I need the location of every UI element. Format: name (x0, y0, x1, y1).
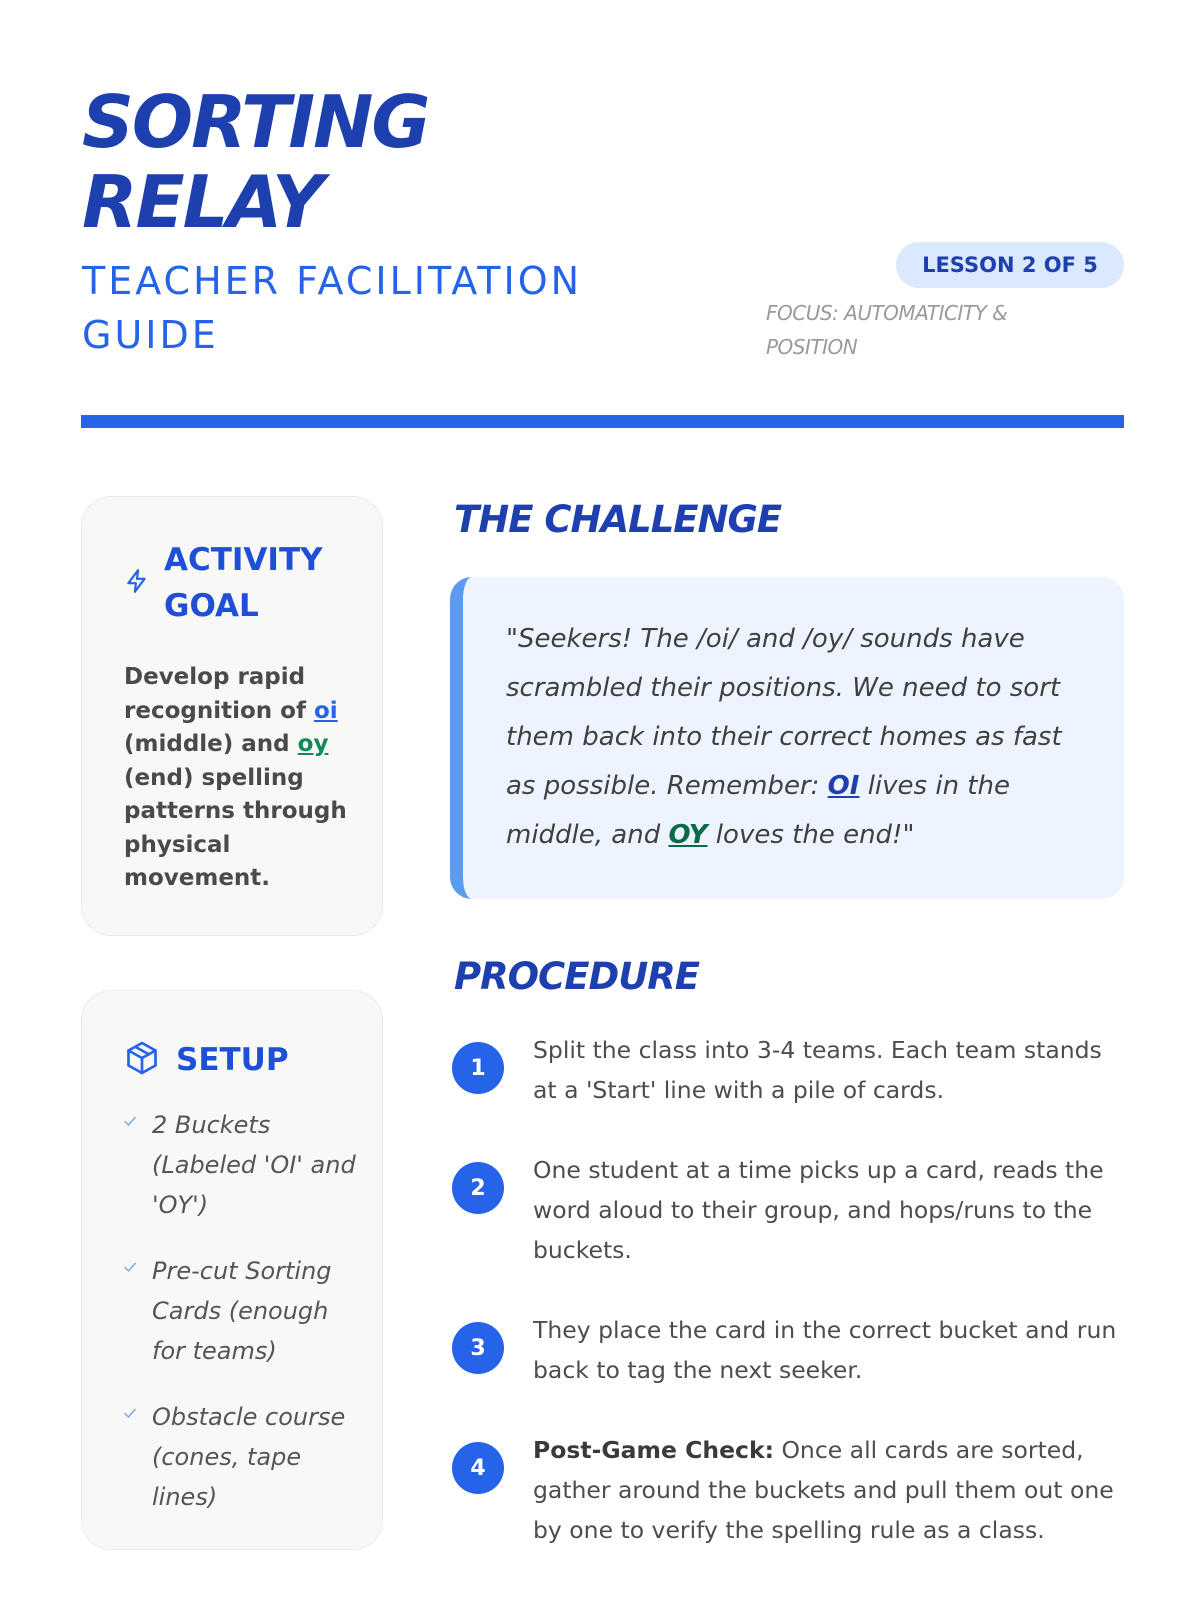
step-body: One student at a time picks up a card, reads the word aloud to their group, and hops/runs to the buckets. (533, 1156, 1104, 1264)
procedure-step-2 (452, 1150, 1124, 1270)
title-line-1: SORTING (82, 80, 429, 164)
challenge-quote (506, 615, 1091, 860)
step-number-badge: 1 (452, 1042, 504, 1094)
step-body: Split the class into 3-4 teams. Each team stands at a 'Start' line with a pile of cards. (533, 1036, 1102, 1104)
activity-goal-card (81, 496, 383, 936)
challenge-quote-box (450, 577, 1124, 899)
check-icon (122, 1397, 152, 1425)
step-text (533, 1150, 1124, 1270)
procedure-steps (452, 1030, 1124, 1550)
step-text (533, 1310, 1124, 1390)
quote-text-part: loves the end!" (707, 820, 915, 850)
activity-goal-title-line-1: ACTIVITY (164, 542, 323, 578)
step-number-badge: 4 (452, 1442, 504, 1494)
check-icon (122, 1105, 152, 1133)
step-bold-label: Post-Game Check: (533, 1436, 774, 1464)
procedure-step-3 (452, 1310, 1124, 1390)
setup-header (124, 1037, 289, 1083)
step-text (533, 1030, 1124, 1110)
activity-goal-title (164, 537, 323, 629)
check-icon (122, 1251, 152, 1279)
list-item (122, 1105, 362, 1225)
goal-text-part: (end) spelling patterns through physical movement. (124, 764, 347, 891)
procedure-step-4 (452, 1430, 1124, 1550)
goal-text-part: (middle) and (124, 731, 298, 757)
quote-oy-highlight: OY (668, 820, 708, 850)
list-item (122, 1397, 362, 1517)
quote-text-part: "Seekers! The /oi/ and /oy/ sounds have scrambled their positions. We need to sort them back into their correct homes as fast as possible. Remember: (506, 624, 1062, 801)
setup-title: SETUP (176, 1042, 289, 1078)
step-number-badge: 3 (452, 1322, 504, 1374)
step-number-badge: 2 (452, 1162, 504, 1214)
step-text (533, 1430, 1124, 1550)
box-icon (124, 1040, 176, 1080)
page-title (82, 82, 702, 242)
setup-item-text: 2 Buckets (Labeled 'OI' and 'OY') (152, 1111, 356, 1219)
lightning-icon (124, 568, 164, 598)
goal-text-part: Develop rapid recognition of (124, 664, 314, 724)
procedure-step-1 (452, 1030, 1124, 1110)
quote-text-part: lives in the middle, and (506, 771, 1010, 850)
oi-highlight: oi (313, 697, 338, 724)
setup-card (81, 990, 383, 1550)
activity-goal-text (124, 661, 354, 896)
oy-highlight: oy (297, 731, 329, 757)
list-item (122, 1251, 362, 1371)
quote-oi-highlight: OI (827, 771, 860, 801)
setup-list (122, 1105, 362, 1543)
step-body: Once all cards are sorted, gather around the buckets and pull them out one by one to verify the spelling rule as a class. (533, 1436, 1114, 1544)
lesson-badge: LESSON 2 OF 5 (896, 242, 1124, 288)
setup-item-text: Obstacle course (cones, tape lines) (152, 1403, 346, 1511)
step-body: They place the card in the correct bucket and run back to tag the next seeker. (533, 1316, 1117, 1384)
challenge-heading: THE CHALLENGE (454, 498, 782, 541)
activity-goal-header (124, 537, 323, 629)
header-divider (81, 415, 1124, 428)
subtitle-line-1: TEACHER FACILITATION (82, 259, 583, 303)
setup-item-text: Pre-cut Sorting Cards (enough for teams) (152, 1257, 332, 1365)
focus-note: FOCUS: AUTOMATICITY & POSITION (766, 301, 1008, 359)
title-line-2: RELAY (82, 160, 323, 244)
activity-goal-title-line-2: GOAL (164, 588, 259, 624)
subtitle-line-2: GUIDE (82, 313, 219, 357)
page-subtitle (82, 254, 702, 362)
procedure-heading: PROCEDURE (454, 955, 700, 998)
